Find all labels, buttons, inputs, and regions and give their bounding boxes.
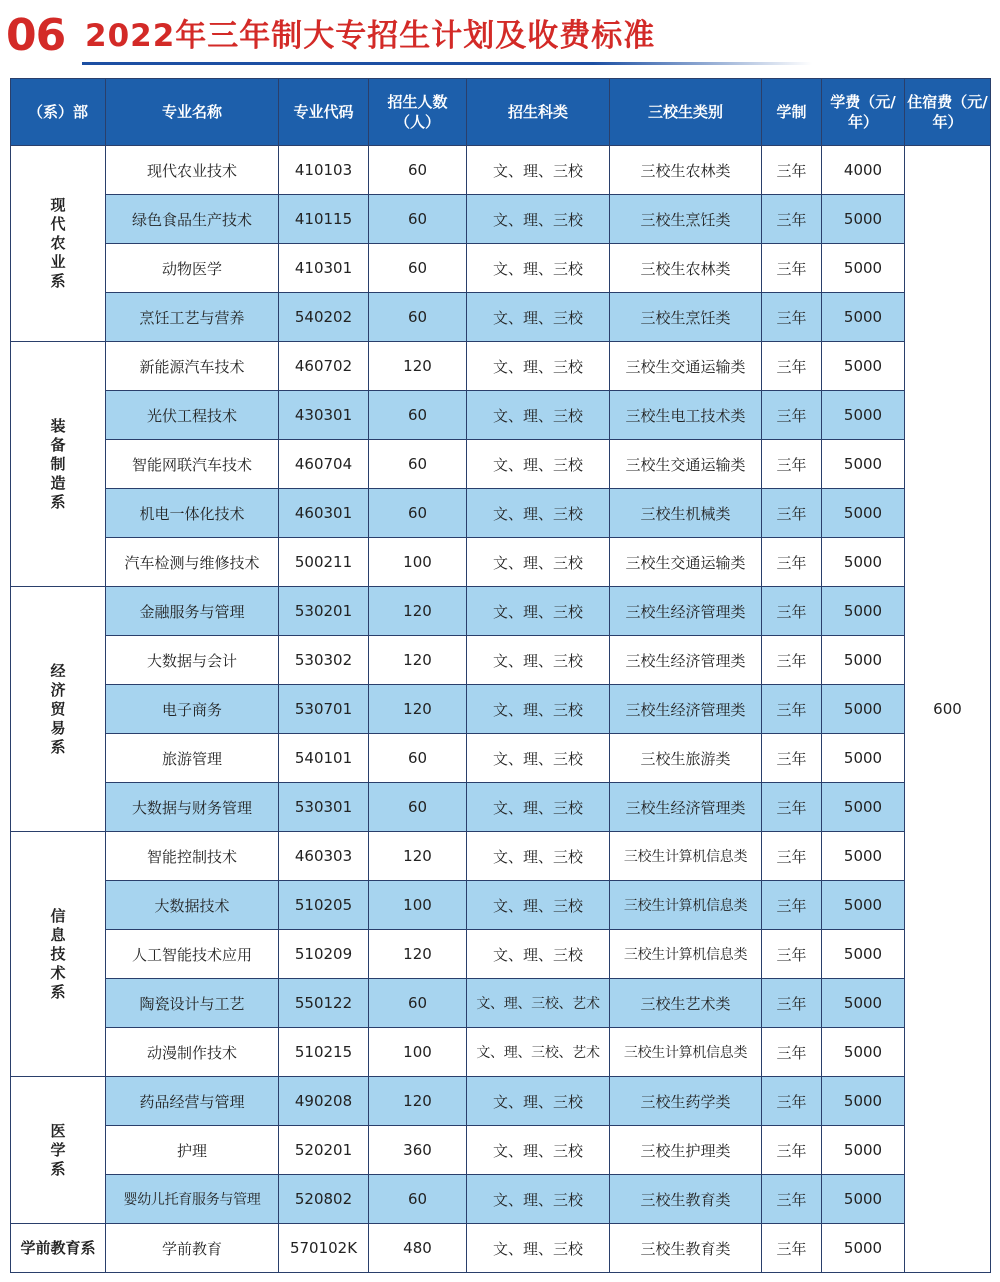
subject-types-cell: 文、理、三校: [467, 1126, 610, 1175]
major-code-cell: 460301: [279, 489, 369, 538]
column-header-subjects: 招生科类: [467, 79, 610, 146]
table-row: [11, 391, 991, 440]
title-underline: [82, 62, 812, 65]
enrollment-count-cell: 60: [369, 391, 467, 440]
enrollment-count-cell: 60: [369, 244, 467, 293]
duration-cell: 三年: [762, 195, 822, 244]
enrollment-count-cell: 60: [369, 293, 467, 342]
major-code-cell: 510205: [279, 881, 369, 930]
tuition-cell: 5000: [822, 391, 905, 440]
tuition-cell: 5000: [822, 832, 905, 881]
table-row: [11, 636, 991, 685]
major-code-cell: 410103: [279, 146, 369, 195]
student-category-cell: 三校生教育类: [610, 1224, 762, 1273]
table-row: [11, 587, 991, 636]
enrollment-count-cell: 60: [369, 146, 467, 195]
tuition-cell: 5000: [822, 685, 905, 734]
major-code-cell: 490208: [279, 1077, 369, 1126]
subject-types-cell: 文、理、三校: [467, 930, 610, 979]
student-category-cell: 三校生经济管理类: [610, 636, 762, 685]
major-code-cell: 570102K: [279, 1224, 369, 1273]
major-name-cell: 烹饪工艺与营养: [106, 293, 279, 342]
subject-types-cell: 文、理、三校、艺术: [467, 1028, 610, 1077]
tuition-cell: 5000: [822, 440, 905, 489]
department-name: 信息技术系: [50, 906, 66, 1001]
subject-types-cell: 文、理、三校: [467, 832, 610, 881]
student-category-cell: 三校生烹饪类: [610, 293, 762, 342]
duration-cell: 三年: [762, 538, 822, 587]
student-category-cell: 三校生经济管理类: [610, 783, 762, 832]
subject-types-cell: 文、理、三校: [467, 195, 610, 244]
column-header-code: 专业代码: [279, 79, 369, 146]
student-category-cell: 三校生经济管理类: [610, 587, 762, 636]
duration-cell: 三年: [762, 1077, 822, 1126]
duration-cell: 三年: [762, 342, 822, 391]
duration-cell: 三年: [762, 1175, 822, 1224]
duration-cell: 三年: [762, 293, 822, 342]
column-header-duration: 学制: [762, 79, 822, 146]
department-name: 装备制造系: [50, 416, 66, 511]
tuition-cell: 5000: [822, 244, 905, 293]
major-name-cell: 大数据与财务管理: [106, 783, 279, 832]
subject-types-cell: 文、理、三校: [467, 636, 610, 685]
student-category-cell: 三校生教育类: [610, 1175, 762, 1224]
tuition-cell: 5000: [822, 734, 905, 783]
page-header: [0, 0, 1000, 74]
subject-types-cell: 文、理、三校: [467, 587, 610, 636]
student-category-cell: 三校生计算机信息类: [610, 1028, 762, 1077]
tuition-cell: 5000: [822, 195, 905, 244]
table-row: [11, 1126, 991, 1175]
student-category-cell: 三校生旅游类: [610, 734, 762, 783]
duration-cell: 三年: [762, 979, 822, 1028]
subject-types-cell: 文、理、三校: [467, 1175, 610, 1224]
tuition-cell: 5000: [822, 1126, 905, 1175]
major-name-cell: 绿色食品生产技术: [106, 195, 279, 244]
table-row: [11, 1028, 991, 1077]
major-name-cell: 药品经营与管理: [106, 1077, 279, 1126]
student-category-cell: 三校生烹饪类: [610, 195, 762, 244]
department-cell: [11, 1224, 106, 1273]
tuition-cell: 5000: [822, 489, 905, 538]
student-category-cell: 三校生电工技术类: [610, 391, 762, 440]
student-category-cell: 三校生农林类: [610, 244, 762, 293]
department-name: 经济贸易系: [50, 661, 66, 756]
major-code-cell: 530301: [279, 783, 369, 832]
duration-cell: 三年: [762, 587, 822, 636]
subject-types-cell: 文、理、三校: [467, 783, 610, 832]
duration-cell: 三年: [762, 244, 822, 293]
duration-cell: 三年: [762, 685, 822, 734]
dormitory-fee-cell: 600: [905, 146, 991, 1273]
major-name-cell: 大数据与会计: [106, 636, 279, 685]
subject-types-cell: 文、理、三校: [467, 734, 610, 783]
duration-cell: 三年: [762, 1126, 822, 1175]
column-header-category: 三校生类别: [610, 79, 762, 146]
major-name-cell: 智能控制技术: [106, 832, 279, 881]
tuition-cell: 5000: [822, 1077, 905, 1126]
page-title: 2022年三年制大专招生计划及收费标准: [85, 18, 656, 54]
enrollment-count-cell: 120: [369, 636, 467, 685]
major-name-cell: 动物医学: [106, 244, 279, 293]
enrollment-count-cell: 120: [369, 685, 467, 734]
tuition-cell: 5000: [822, 979, 905, 1028]
column-header-dormitory: 住宿费（元/年）: [905, 79, 991, 146]
table-row: [11, 881, 991, 930]
enrollment-count-cell: 60: [369, 489, 467, 538]
enrollment-count-cell: 120: [369, 342, 467, 391]
major-code-cell: 540101: [279, 734, 369, 783]
student-category-cell: 三校生交通运输类: [610, 440, 762, 489]
student-category-cell: 三校生计算机信息类: [610, 881, 762, 930]
department-name: 现代农业系: [50, 196, 66, 290]
student-category-cell: 三校生经济管理类: [610, 685, 762, 734]
table-row: [11, 293, 991, 342]
duration-cell: 三年: [762, 930, 822, 979]
student-category-cell: 三校生交通运输类: [610, 342, 762, 391]
major-code-cell: 460303: [279, 832, 369, 881]
major-name-cell: 护理: [106, 1126, 279, 1175]
major-name-cell: 机电一体化技术: [106, 489, 279, 538]
tuition-cell: 5000: [822, 342, 905, 391]
student-category-cell: 三校生交通运输类: [610, 538, 762, 587]
duration-cell: 三年: [762, 391, 822, 440]
table-row: [11, 489, 991, 538]
table-body: [11, 146, 991, 1273]
major-code-cell: 530701: [279, 685, 369, 734]
major-name-cell: 智能网联汽车技术: [106, 440, 279, 489]
enrollment-count-cell: 60: [369, 734, 467, 783]
department-cell: [11, 146, 106, 342]
table-row: [11, 195, 991, 244]
enrollment-count-cell: 360: [369, 1126, 467, 1175]
table-row: [11, 244, 991, 293]
subject-types-cell: 文、理、三校: [467, 1077, 610, 1126]
subject-types-cell: 文、理、三校、艺术: [467, 979, 610, 1028]
duration-cell: 三年: [762, 440, 822, 489]
student-category-cell: 三校生护理类: [610, 1126, 762, 1175]
subject-types-cell: 文、理、三校: [467, 881, 610, 930]
major-code-cell: 520201: [279, 1126, 369, 1175]
major-name-cell: 旅游管理: [106, 734, 279, 783]
table-row: [11, 832, 991, 881]
enrollment-count-cell: 120: [369, 930, 467, 979]
duration-cell: 三年: [762, 1028, 822, 1077]
duration-cell: 三年: [762, 489, 822, 538]
duration-cell: 三年: [762, 832, 822, 881]
student-category-cell: 三校生药学类: [610, 1077, 762, 1126]
student-category-cell: 三校生艺术类: [610, 979, 762, 1028]
major-name-cell: 动漫制作技术: [106, 1028, 279, 1077]
major-name-cell: 人工智能技术应用: [106, 930, 279, 979]
major-name-cell: 学前教育: [106, 1224, 279, 1273]
table-header-row: [11, 79, 991, 146]
duration-cell: 三年: [762, 734, 822, 783]
table-row: [11, 783, 991, 832]
tuition-cell: 4000: [822, 146, 905, 195]
duration-cell: 三年: [762, 881, 822, 930]
enrollment-count-cell: 100: [369, 538, 467, 587]
enrollment-plan-table: [10, 78, 991, 1273]
major-code-cell: 550122: [279, 979, 369, 1028]
subject-types-cell: 文、理、三校: [467, 489, 610, 538]
department-cell: [11, 1077, 106, 1224]
department-cell: [11, 832, 106, 1077]
major-name-cell: 光伏工程技术: [106, 391, 279, 440]
column-header-major: 专业名称: [106, 79, 279, 146]
subject-types-cell: 文、理、三校: [467, 342, 610, 391]
tuition-cell: 5000: [822, 881, 905, 930]
table-row: [11, 734, 991, 783]
table-row: [11, 538, 991, 587]
table-row: [11, 146, 991, 195]
table-row: [11, 930, 991, 979]
duration-cell: 三年: [762, 146, 822, 195]
major-name-cell: 金融服务与管理: [106, 587, 279, 636]
table-row: [11, 342, 991, 391]
tuition-cell: 5000: [822, 538, 905, 587]
subject-types-cell: 文、理、三校: [467, 391, 610, 440]
subject-types-cell: 文、理、三校: [467, 293, 610, 342]
subject-types-cell: 文、理、三校: [467, 685, 610, 734]
student-category-cell: 三校生计算机信息类: [610, 832, 762, 881]
major-code-cell: 500211: [279, 538, 369, 587]
major-code-cell: 520802: [279, 1175, 369, 1224]
enrollment-count-cell: 60: [369, 783, 467, 832]
duration-cell: 三年: [762, 636, 822, 685]
tuition-cell: 5000: [822, 636, 905, 685]
major-name-cell: 新能源汽车技术: [106, 342, 279, 391]
duration-cell: 三年: [762, 783, 822, 832]
column-header-count: 招生人数（人）: [369, 79, 467, 146]
tuition-cell: 5000: [822, 783, 905, 832]
enrollment-count-cell: 60: [369, 1175, 467, 1224]
column-header-department: （系）部: [11, 79, 106, 146]
major-name-cell: 现代农业技术: [106, 146, 279, 195]
enrollment-count-cell: 100: [369, 881, 467, 930]
subject-types-cell: 文、理、三校: [467, 146, 610, 195]
table-row: [11, 685, 991, 734]
major-name-cell: 汽车检测与维修技术: [106, 538, 279, 587]
table-row: [11, 1224, 991, 1273]
subject-types-cell: 文、理、三校: [467, 244, 610, 293]
tuition-cell: 5000: [822, 1224, 905, 1273]
tuition-cell: 5000: [822, 1175, 905, 1224]
student-category-cell: 三校生农林类: [610, 146, 762, 195]
major-name-cell: 大数据技术: [106, 881, 279, 930]
major-code-cell: 540202: [279, 293, 369, 342]
tuition-cell: 5000: [822, 293, 905, 342]
enrollment-table-container: [10, 78, 991, 1273]
enrollment-count-cell: 60: [369, 195, 467, 244]
major-code-cell: 530302: [279, 636, 369, 685]
department-name: 医学系: [50, 1121, 66, 1178]
major-code-cell: 510215: [279, 1028, 369, 1077]
enrollment-count-cell: 120: [369, 587, 467, 636]
major-code-cell: 460702: [279, 342, 369, 391]
subject-types-cell: 文、理、三校: [467, 538, 610, 587]
tuition-cell: 5000: [822, 930, 905, 979]
enrollment-count-cell: 480: [369, 1224, 467, 1273]
major-name-cell: 陶瓷设计与工艺: [106, 979, 279, 1028]
major-code-cell: 530201: [279, 587, 369, 636]
major-name-cell: 婴幼儿托育服务与管理: [106, 1175, 279, 1224]
student-category-cell: 三校生机械类: [610, 489, 762, 538]
enrollment-count-cell: 100: [369, 1028, 467, 1077]
department-cell: [11, 587, 106, 832]
major-code-cell: 510209: [279, 930, 369, 979]
subject-types-cell: 文、理、三校: [467, 440, 610, 489]
section-number: 06: [6, 10, 66, 61]
tuition-cell: 5000: [822, 587, 905, 636]
table-row: [11, 440, 991, 489]
table-row: [11, 979, 991, 1028]
enrollment-count-cell: 120: [369, 832, 467, 881]
major-code-cell: 410301: [279, 244, 369, 293]
enrollment-count-cell: 60: [369, 440, 467, 489]
major-code-cell: 430301: [279, 391, 369, 440]
major-name-cell: 电子商务: [106, 685, 279, 734]
subject-types-cell: 文、理、三校: [467, 1224, 610, 1273]
table-row: [11, 1077, 991, 1126]
major-code-cell: 460704: [279, 440, 369, 489]
major-code-cell: 410115: [279, 195, 369, 244]
tuition-cell: 5000: [822, 1028, 905, 1077]
student-category-cell: 三校生计算机信息类: [610, 930, 762, 979]
department-name: 学前教育系: [20, 1239, 96, 1257]
enrollment-count-cell: 60: [369, 979, 467, 1028]
column-header-tuition: 学费（元/年）: [822, 79, 905, 146]
table-row: [11, 1175, 991, 1224]
enrollment-count-cell: 120: [369, 1077, 467, 1126]
department-cell: [11, 342, 106, 587]
duration-cell: 三年: [762, 1224, 822, 1273]
